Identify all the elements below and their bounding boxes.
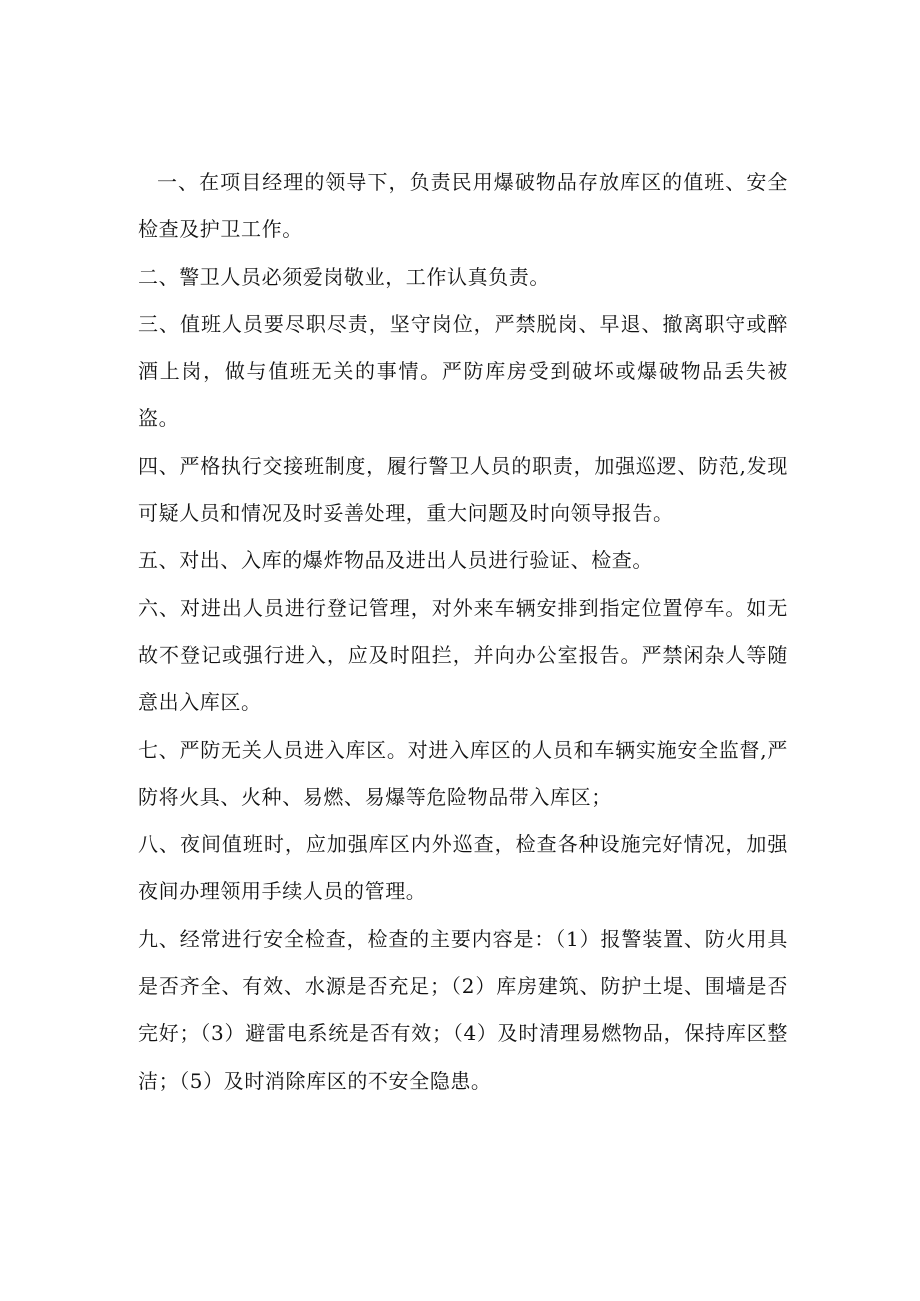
paragraph-2: 二、警卫人员必须爱岗敬业，工作认真负责。 [138,264,550,289]
paragraph-5: 五、对出、入库的爆炸物品及进出人员进行验证、检查。 [138,548,653,573]
paragraph-9: 九、经常进行安全检查，检查的主要内容是：（1）报警装置、防火用具是否齐全、有效、水源是否充足；（2）库房建筑、防护土堤、围墙是否完好；（3）避雷电系统是否有效；（4）及时清理易燃物品，保持库区整洁；（5）及时消除库区的不安全隐患。 [138,926,788,1093]
paragraph-8: 八、夜间值班时，应加强库区内外巡查，检查各种设施完好情况，加强夜间办理领用手续人员的管理。 [138,832,788,904]
paragraph-7: 七、严防无关人员进入库区。对进入库区的人员和车辆实施安全监督,严防将火具、火种、易燃、易爆等危险物品带入库区； [138,737,788,809]
document-body [138,159,788,1105]
paragraph-1: 一、在项目经理的领导下，负责民用爆破物品存放库区的值班、安全检查及护卫工作。 [138,170,788,242]
paragraph-4: 四、严格执行交接班制度，履行警卫人员的职责，加强巡逻、防范,发现可疑人员和情况及时妥善处理，重大问题及时向领导报告。 [138,453,788,526]
paragraph-6: 六、对进出人员进行登记管理，对外来车辆安排到指定位置停车。如无故不登记或强行进入，应及时阻拦，并向办公室报告。严禁闲杂人等随意出入库区。 [138,595,788,715]
paragraph-3: 三、值班人员要尽职尽责，坚守岗位，严禁脱岗、早退、撤离职守或醉酒上岗，做与值班无关的事情。严防库房受到破坏或爆破物品丢失被盗。 [138,311,788,431]
